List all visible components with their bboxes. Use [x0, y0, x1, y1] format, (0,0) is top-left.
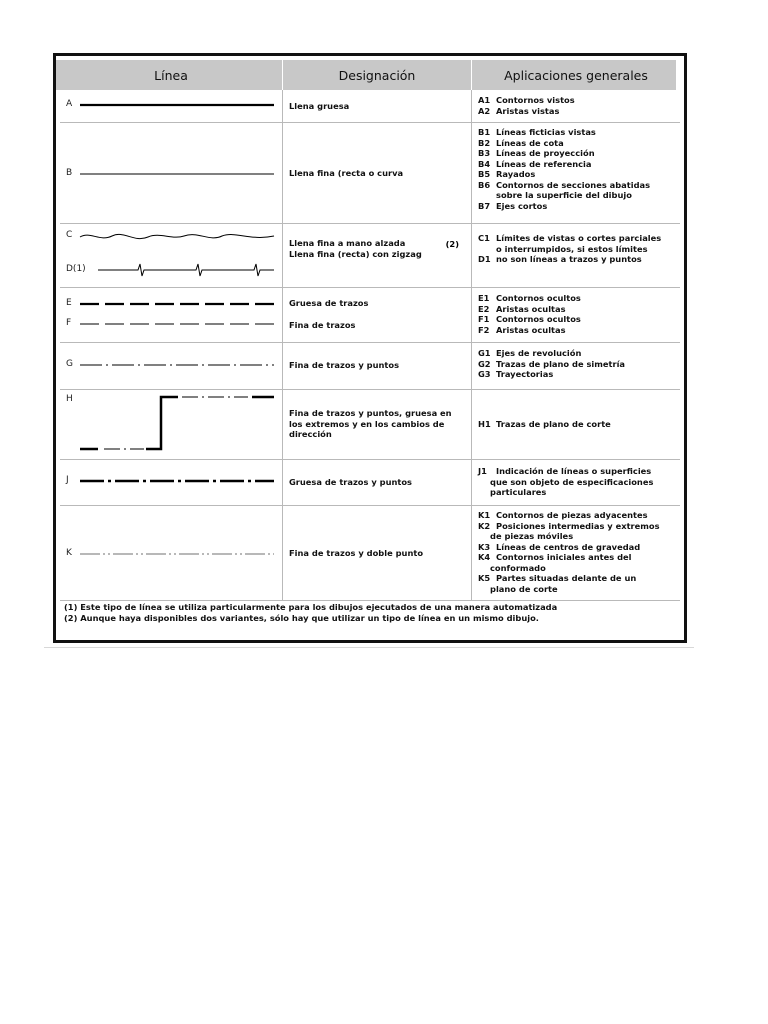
designation-cell: [282, 90, 471, 122]
list-item: [478, 201, 678, 212]
line-label: C: [66, 230, 73, 240]
app-code: G1: [478, 348, 491, 358]
app-text: Ejes cortos: [496, 200, 548, 211]
list-item: [478, 293, 678, 304]
list-item: [478, 542, 678, 553]
app-text: Indicación de líneas o superficies: [496, 466, 652, 476]
note-marker: (2): [445, 239, 459, 249]
designation-text: Fina de trazos y puntos, gruesa en: [289, 408, 452, 418]
app-text: plano de corte: [490, 583, 558, 594]
designation-cell: [282, 343, 471, 389]
app-code: G2: [478, 358, 491, 369]
table-row: [56, 460, 676, 505]
app-code: F1: [478, 314, 490, 324]
app-code: E1: [478, 293, 490, 303]
header-aplicaciones: Aplicaciones generales: [471, 60, 680, 90]
app-text: Aristas vistas: [496, 105, 560, 116]
table-header: [56, 60, 676, 90]
designation-text: Llena fina (recta) con zigzag: [289, 248, 422, 259]
line-label: E: [66, 298, 72, 308]
list-item: [478, 325, 678, 336]
list-item: [478, 148, 678, 159]
applications-cell: [471, 90, 680, 122]
line-sample-cell: [60, 224, 282, 287]
designation-cell: [282, 390, 471, 459]
app-code: D1: [478, 254, 491, 264]
app-text: Líneas de centros de gravedad: [496, 541, 641, 552]
line-types-table: [53, 53, 687, 643]
designation-text: Llena fina (recta o curva: [289, 168, 404, 178]
freehand-wavy-line: [80, 234, 274, 238]
app-text: Trayectorias: [496, 369, 554, 379]
line-sample-cell: [60, 288, 282, 342]
app-code: B4: [478, 158, 491, 169]
designation-text: los extremos y en los cambios de: [289, 418, 445, 429]
list-item: [478, 95, 678, 106]
applications-cell: [471, 506, 680, 600]
app-code: E2: [478, 303, 490, 314]
applications-cell: [471, 123, 680, 223]
list-item: [478, 573, 678, 584]
app-code: K4: [478, 552, 491, 562]
line-sample-e-f: [60, 288, 282, 342]
line-sample-b: [60, 123, 282, 223]
line-sample-cell: [60, 460, 282, 505]
app-code: K3: [478, 541, 491, 552]
line-sample-cell: [60, 390, 282, 459]
app-code: B5: [478, 169, 491, 179]
app-code: A2: [478, 105, 491, 116]
list-item: [478, 531, 678, 542]
app-text: Aristas ocultas: [496, 303, 566, 314]
line-sample-cell: [60, 90, 282, 122]
table-row: [56, 390, 676, 459]
app-text: Líneas ficticias vistas: [496, 127, 596, 137]
list-item: [478, 169, 678, 180]
app-code: B7: [478, 200, 491, 211]
list-item: [478, 487, 678, 498]
list-item: [478, 180, 678, 191]
header-designacion: Designación: [282, 60, 471, 90]
app-text: Contornos iniciales antes del: [496, 552, 632, 562]
app-text: Contornos vistos: [496, 95, 575, 105]
app-text: Posiciones intermedias y extremos: [496, 520, 660, 531]
line-sample-g: [60, 343, 282, 389]
table-row: [56, 90, 676, 122]
line-sample-cell: [60, 123, 282, 223]
app-code: J1: [478, 466, 487, 476]
designation-cell: [282, 288, 471, 342]
line-sample-cell: [60, 506, 282, 600]
list-item: [478, 190, 678, 201]
app-text: Trazas de plano de simetría: [496, 358, 626, 369]
designation-text: Fina de trazos y doble punto: [289, 548, 424, 558]
table-row: [56, 123, 676, 223]
line-sample-k: [60, 506, 282, 600]
line-sample-c-d: [60, 224, 282, 287]
designation-text: Fina de trazos y puntos: [289, 360, 400, 370]
zigzag-line: [98, 264, 274, 276]
designation-text: Llena gruesa: [289, 101, 350, 111]
list-item: [478, 563, 678, 574]
designation-cell: [282, 224, 471, 287]
footnote: (2) Aunque haya disponibles dos variantes, sólo hay que utilizar un tipo de línea en un mismo dibujo.: [64, 613, 539, 623]
list-item: [478, 510, 678, 521]
app-code: B6: [478, 179, 491, 190]
app-code: B2: [478, 137, 491, 148]
app-code: B1: [478, 127, 491, 137]
applications-cell: [471, 460, 680, 505]
line-label: F: [66, 318, 72, 328]
app-text: particulares: [490, 487, 547, 497]
list-item: [478, 304, 678, 315]
list-item: [478, 127, 678, 138]
designation-text: Gruesa de trazos y puntos: [289, 477, 412, 487]
table-row: [56, 288, 676, 342]
list-item: [478, 233, 678, 244]
designation-text: Fina de trazos: [289, 320, 356, 330]
app-text: que son objeto de especificaciones: [490, 476, 654, 487]
list-item: [478, 159, 678, 170]
list-item: [478, 106, 678, 117]
line-label: J: [66, 475, 69, 485]
app-code: K2: [478, 520, 491, 531]
designation-cell: [282, 506, 471, 600]
list-item: [478, 369, 678, 380]
app-text: Líneas de referencia: [496, 158, 592, 169]
app-text: o interrumpidos, si estos límites: [496, 243, 648, 254]
list-item: [478, 552, 678, 563]
app-code: H1: [478, 419, 491, 429]
footnotes: [64, 602, 557, 624]
line-sample-j: [60, 460, 282, 505]
table-row: [56, 224, 676, 287]
app-text: Contornos ocultos: [496, 314, 581, 324]
applications-cell: [471, 288, 680, 342]
app-text: Contornos de piezas adyacentes: [496, 510, 648, 520]
app-text: Partes situadas delante de un: [496, 573, 637, 583]
app-text: Ejes de revolución: [496, 348, 582, 358]
designation-cell: [282, 123, 471, 223]
list-item: [478, 359, 678, 370]
line-label: A: [66, 99, 73, 109]
line-label: G: [66, 359, 73, 369]
list-item: [478, 254, 678, 265]
line-sample-a: [60, 90, 282, 122]
app-text: Aristas ocultas: [496, 324, 566, 335]
divider: [44, 647, 694, 648]
app-text: Límites de vistas o cortes parciales: [496, 233, 662, 243]
designation-cell: [282, 460, 471, 505]
list-item: [478, 244, 678, 255]
designation-text: dirección: [289, 429, 332, 439]
designation-text: Llena fina a mano alzada: [289, 238, 406, 248]
app-text: sobre la superficie del dibujo: [496, 190, 632, 200]
line-label: B: [66, 168, 73, 178]
list-item: [478, 584, 678, 595]
list-item: [478, 138, 678, 149]
app-text: conformado: [490, 562, 546, 573]
list-item: [478, 314, 678, 325]
app-text: Rayados: [496, 169, 536, 179]
app-text: Trazas de plano de corte: [496, 419, 611, 429]
app-code: K5: [478, 573, 491, 583]
line-label: H: [66, 394, 73, 404]
app-text: Contornos de secciones abatidas: [496, 179, 651, 190]
app-code: G3: [478, 369, 491, 379]
app-text: de piezas móviles: [490, 531, 574, 541]
app-text: Líneas de proyección: [496, 148, 595, 158]
applications-cell: [471, 390, 680, 459]
line-sample-h: [60, 390, 282, 459]
app-code: K1: [478, 510, 491, 520]
app-text: Contornos ocultos: [496, 293, 581, 303]
list-item: [478, 521, 678, 532]
list-item: [478, 348, 678, 359]
applications-cell: [471, 224, 680, 287]
footnote: (1) Este tipo de línea se utiliza particularmente para los dibujos ejecutados de una manera automatizada: [64, 602, 558, 612]
app-text: Líneas de cota: [496, 137, 564, 148]
line-label: D(1): [66, 264, 86, 274]
app-code: A1: [478, 95, 491, 105]
app-code: C1: [478, 233, 490, 243]
list-item: [478, 419, 678, 430]
list-item: [478, 477, 678, 488]
applications-cell: [471, 343, 680, 389]
table-row: [56, 506, 676, 600]
app-code: B3: [478, 148, 491, 158]
list-item: [478, 466, 678, 477]
line-label: K: [66, 548, 72, 558]
line-sample-cell: [60, 343, 282, 389]
table-row: [56, 343, 676, 389]
row-divider: [60, 600, 680, 601]
header-linea: Línea: [154, 67, 188, 83]
app-text: no son líneas a trazos y puntos: [496, 254, 642, 264]
thick-direction-change: [146, 397, 178, 449]
app-code: F2: [478, 324, 490, 335]
designation-text: Gruesa de trazos: [289, 298, 369, 308]
